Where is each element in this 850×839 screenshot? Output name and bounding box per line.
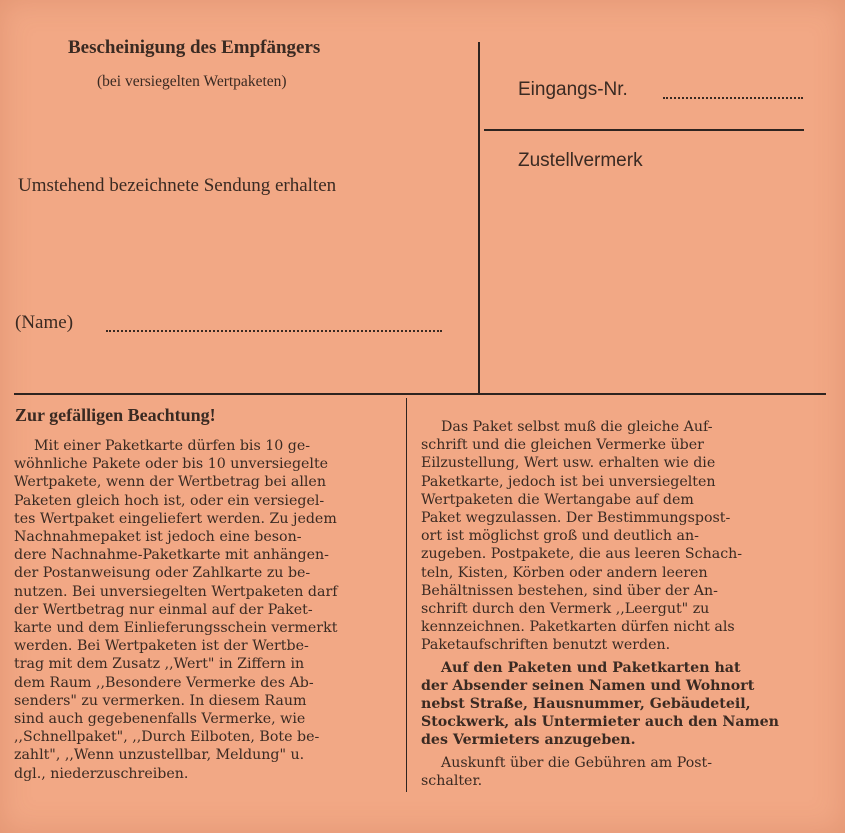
notice-left-line: tes Wertpaket eingeliefert werden. Zu jedem <box>14 510 337 527</box>
recipient-certificate-subtitle: (bei versiegelten Wertpaketen) <box>97 73 287 90</box>
notice-right-line: zugeben. Postpakete, die aus leeren Schach- <box>421 546 743 563</box>
notice-left-line: Mit einer Paketkarte dürfen bis 10 ge- <box>34 438 311 454</box>
notice-right-line: ort ist möglichst groß und deutlich an- <box>421 528 699 545</box>
notice-right-line: Paket wegzulassen. Der Bestimmungspost- <box>421 510 731 527</box>
notice-right-line: Auskunft über die Gebühren am Post- <box>441 754 713 771</box>
notice-right-line: Eilzustellung, Wert usw. erhalten wie die <box>421 455 716 472</box>
entry-number-label: Eingangs-Nr. <box>518 79 628 100</box>
notice-left-text <box>14 437 391 783</box>
notice-right-line: teln, Kisten, Körben oder andern leeren <box>421 564 708 581</box>
notice-left-line: ,,Schnellpaket", ,,Durch Eilboten, Bote be- <box>14 729 320 746</box>
bottom-vertical-divider <box>406 398 407 792</box>
notice-right-line: Paketaufschriften benutzt werden. <box>421 637 671 654</box>
right-section-divider <box>484 129 804 131</box>
name-signature-line[interactable] <box>106 330 442 332</box>
notice-left-line: sind auch gegebenenfalls Vermerke, wie <box>14 711 306 728</box>
notice-right-line: des Vermieters anzugeben. <box>421 732 636 749</box>
notice-right-line: Auf den Paketen und Paketkarten hat <box>441 659 741 676</box>
delivery-note-label: Zustellvermerk <box>518 150 643 171</box>
notice-left-line: der Wertbetrag nur einmal auf der Paket- <box>14 601 313 618</box>
top-vertical-divider <box>478 42 480 394</box>
notice-left-line: zahlt", ,,Wenn unzustellbar, Meldung" u. <box>14 747 305 764</box>
notice-left-line: dgl., niederzuschreiben. <box>14 765 189 782</box>
notice-right-line: kennzeichnen. Paketkarten dürfen nicht als <box>421 619 735 636</box>
notice-left-line: wöhnliche Pakete oder bis 10 unversiegelte <box>14 456 329 473</box>
notice-left-line: der Postanweisung oder Zahlkarte zu be- <box>14 565 311 582</box>
main-horizontal-divider <box>14 393 826 395</box>
notice-right-line: schalter. <box>421 772 483 789</box>
entry-number-field[interactable] <box>663 97 803 99</box>
notice-right-line: Das Paket selbst muß die gleiche Auf- <box>441 419 713 435</box>
received-statement: Umstehend bezeichnete Sendung erhalten <box>18 175 337 196</box>
notice-right-line: Stockwerk, als Untermieter auch den Namen <box>421 714 779 731</box>
notice-left-line: dem Raum ,,Besondere Vermerke des Ab- <box>14 674 314 691</box>
recipient-certificate-title: Bescheinigung des Empfängers <box>68 37 321 58</box>
notice-left-line: senders" zu vermerken. In diesem Raum <box>14 692 307 709</box>
notice-right-line: schrift und die gleichen Vermerke über <box>421 437 704 454</box>
notice-right-line: nebst Straße, Hausnummer, Gebäudeteil, <box>421 696 751 713</box>
notice-left-line: Paketen gleich hoch ist, oder ein versiegel- <box>14 492 325 509</box>
notice-title: Zur gefälligen Beachtung! <box>15 405 216 425</box>
notice-right-line: Wertpaketen die Wertangabe auf dem <box>421 491 694 508</box>
notice-right-line: Paketkarte, jedoch ist bei unversiegelten <box>421 473 716 490</box>
notice-right-line: Behältnissen bestehen, sind über der An- <box>421 582 718 599</box>
notice-left-line: nutzen. Bei unversiegelten Wertpaketen darf <box>14 583 338 600</box>
notice-left-line: Wertpakete, wenn der Wertbetrag bei allen <box>14 474 326 491</box>
notice-right-line: schrift durch den Vermerk ,,Leergut" zu <box>421 601 710 618</box>
notice-right-line: der Absender seinen Namen und Wohnort <box>421 677 755 694</box>
notice-left-line: trag mit dem Zusatz ,,Wert" in Ziffern in <box>14 656 305 673</box>
notice-left-line: karte und dem Einlieferungsschein vermerkt <box>14 620 338 637</box>
name-label: (Name) <box>15 312 74 333</box>
notice-right-text <box>421 418 801 790</box>
notice-left-line: dere Nachnahme-Paketkarte mit anhängen- <box>14 547 329 564</box>
notice-left-line: werden. Bei Wertpaketen ist der Wertbe- <box>14 638 309 655</box>
notice-left-line: Nachnahmepaket ist jedoch eine beson- <box>14 529 302 546</box>
